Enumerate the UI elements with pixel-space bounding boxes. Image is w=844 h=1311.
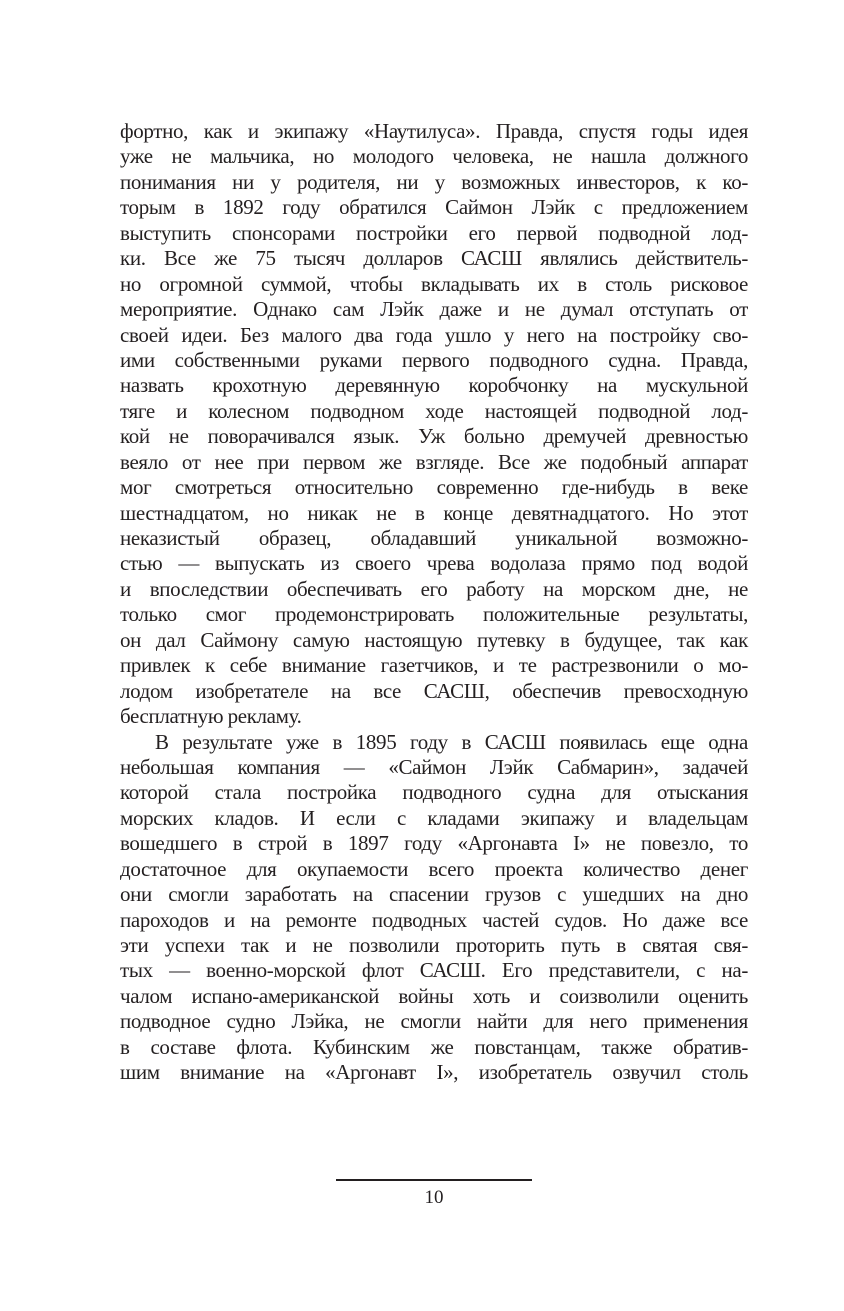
text-line: и впоследствии обеспечивать его работу на морском дне, не — [120, 576, 748, 601]
text-line: эти успехи так и не позволили проторить путь в святая свя- — [120, 933, 748, 957]
text-line: морских кладов. И если с кладами экипажу и владельцам — [120, 805, 748, 830]
text-line: шим внимание на «Аргонавт I», изобретатель озвучил столь — [120, 1060, 748, 1085]
text-line: торым в 1892 году обратился Саймон Лэйк с предложением — [120, 195, 748, 220]
text-line: кой не поворачивался язык. Уж больно дремучей древностью — [120, 424, 748, 449]
text-line: в составе флота. Кубинским же повстанцам, также обратив- — [120, 1034, 748, 1059]
text-line: своей идеи. Без малого два года ушло у него на постройку сво- — [120, 322, 748, 347]
text-line: он дал Саймону самую настоящую путевку в будущее, так как — [120, 627, 748, 652]
paragraph-1 — [120, 119, 748, 730]
text-line: мог смотреться относительно современно где-нибудь в веке — [120, 475, 748, 500]
text-line: веяло от нее при первом же взгляде. Все же подобный аппарат — [120, 449, 748, 474]
footer-divider — [336, 1179, 532, 1181]
text-line: ими собственными руками первого подводного судна. Правда, — [120, 347, 748, 372]
paragraph-2 — [120, 730, 748, 1086]
text-line: пароходов и на ремонте подводных частей судов. Но даже все — [120, 907, 748, 932]
text-line: шестнадцатом, но никак не в конце девятнадцатого. Но этот — [120, 500, 748, 525]
text-line: но огромной суммой, чтобы вкладывать их в столь рисковое — [120, 271, 748, 296]
text-line: достаточное для окупаемости всего проекта количество денег — [120, 856, 748, 881]
text-line: которой стала постройка подводного судна для отыскания — [120, 780, 748, 805]
text-line: только смог продемонстрировать положительные результаты, — [120, 602, 748, 627]
text-line: фортно, как и экипажу «Наутилуса». Правда, спустя годы идея — [120, 119, 748, 143]
text-line: ки. Все же 75 тысяч долларов САСШ являлись действитель- — [120, 246, 748, 271]
text-line: тяге и колесном подводном ходе настоящей подводной лод- — [120, 398, 748, 423]
text-line: чалом испано-американской войны хоть и соизволили оценить — [120, 983, 748, 1008]
text-line: понимания ни у родителя, ни у возможных инвесторов, к ко- — [120, 169, 748, 194]
text-line: неказистый образец, обладавший уникальной возможно- — [120, 526, 748, 550]
body-text — [120, 119, 748, 1086]
text-line: лодом изобретателе на все САСШ, обеспечив превосходную — [120, 678, 748, 703]
text-line: привлек к себе внимание газетчиков, и те растрезвонили о мо- — [120, 653, 748, 678]
text-line: выступить спонсорами постройки его первой подводной лод- — [120, 220, 748, 245]
text-line: подводное судно Лэйка, не смогли найти для него применения — [120, 1009, 748, 1034]
text-line: они смогли заработать на спасении грузов с ушедших на дно — [120, 882, 748, 907]
text-line: тых — военно-морской флот САСШ. Его представители, с на- — [120, 958, 748, 983]
text-line: стью — выпускать из своего чрева водолаза прямо под водой — [120, 551, 748, 576]
text-line: В результате уже в 1895 году в САСШ появилась еще одна — [155, 729, 748, 754]
text-line: назвать крохотную деревянную коробчонку на мускульной — [120, 373, 748, 398]
text-line: бесплатную рекламу. — [120, 704, 302, 729]
text-line: мероприятие. Однако сам Лэйк даже и не думал отступать от — [120, 297, 748, 322]
text-line: вошедшего в строй в 1897 году «Аргонавта I» не повезло, то — [120, 831, 748, 856]
text-line: небольшая компания — «Саймон Лэйк Сабмарин», задачей — [120, 754, 748, 779]
text-line: уже не мальчика, но молодого человека, не нашла должного — [120, 144, 748, 169]
page-number: 10 — [424, 1187, 444, 1208]
